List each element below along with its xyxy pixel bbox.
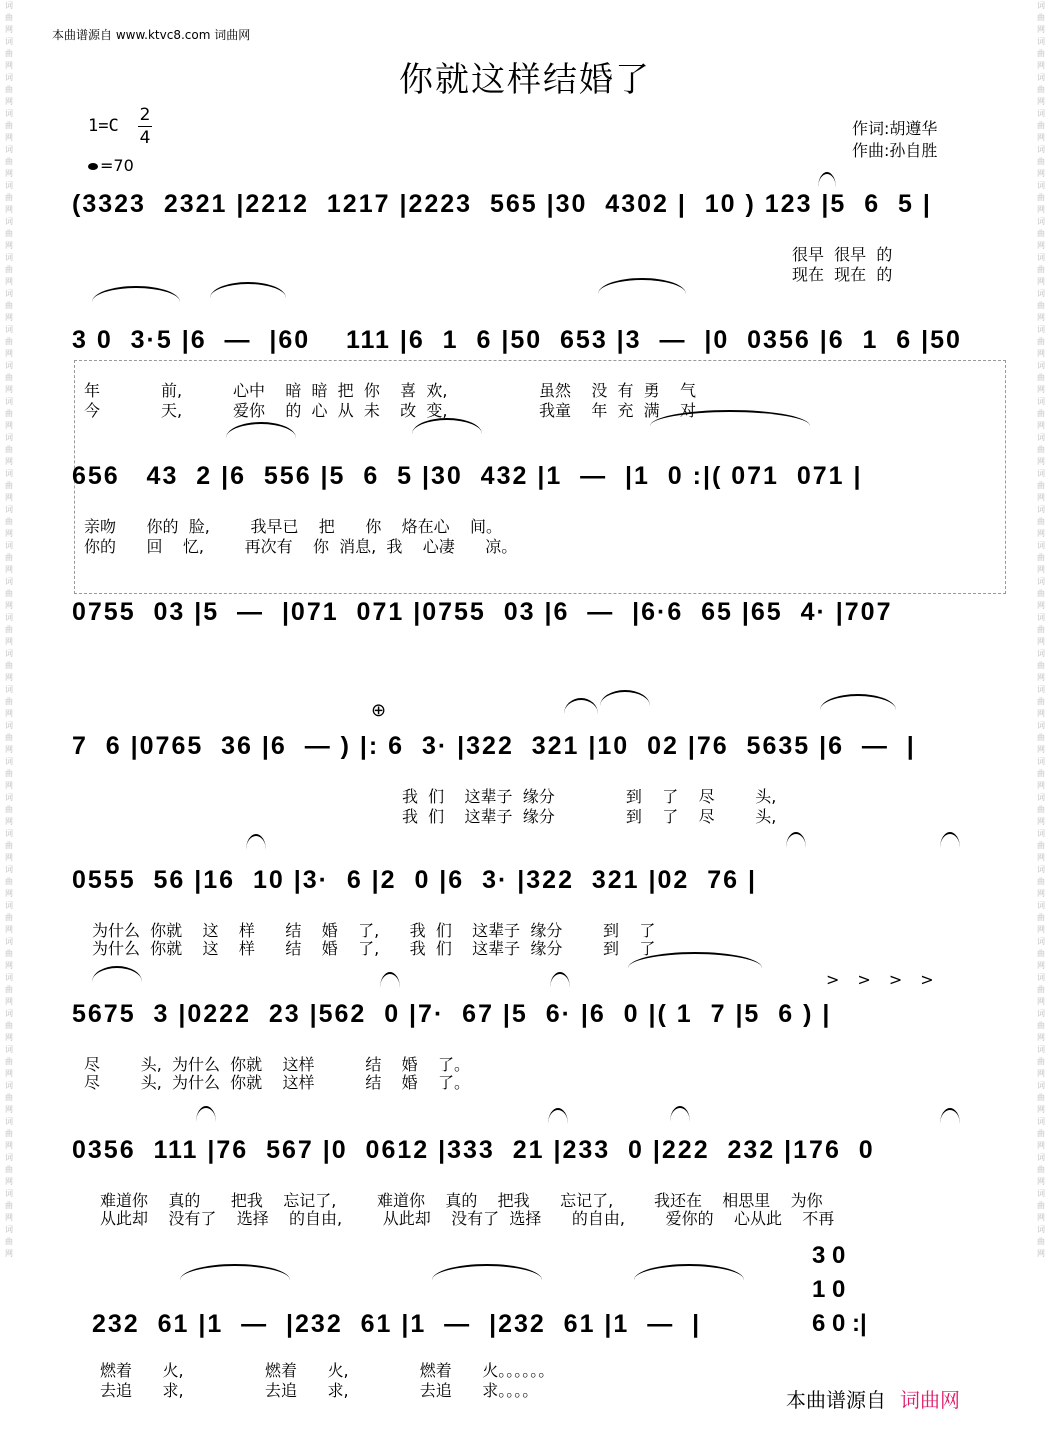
notation-line-4: 0755 03 |5 — |071 071 |0755 03 |6 — |6·6 65 |65 4· |707 xyxy=(72,598,893,626)
slur xyxy=(564,698,598,714)
time-bottom: 4 xyxy=(139,128,151,148)
lyric-8a: 难道你 真的 把我 忘记了, 难道你 真的 把我 忘记了, 我还在 相思里 为你 xyxy=(100,1191,823,1210)
slur xyxy=(670,1106,690,1122)
slur xyxy=(598,278,686,294)
lyric-5b: 我 们 这辈子 缘分 到 了 尽 头, xyxy=(402,807,777,826)
slur xyxy=(940,832,960,848)
lyric-6b: 为什么 你就 这 样 结 婚 了, 我 们 这辈子 缘分 到 了 xyxy=(92,939,656,958)
lyric-9b: 去追 求, 去追 求, 去追 求。。。。 xyxy=(100,1381,539,1400)
time-top: 2 xyxy=(139,105,151,125)
slur xyxy=(820,694,896,710)
key-signature: 1=C xyxy=(88,116,119,136)
song-title: 你就这样结婚了 xyxy=(399,60,651,100)
time-divider xyxy=(138,126,152,127)
slur xyxy=(196,1106,216,1122)
slur xyxy=(600,690,650,706)
slur xyxy=(180,1264,290,1280)
slur xyxy=(210,282,286,298)
composer: 作曲:孙自胜 xyxy=(852,141,938,160)
notation-line-8: 0356 111 |76 567 |0 0612 |333 21 |233 0 |222 232 |176 0 xyxy=(72,1136,875,1164)
chord-bottom: 6 0 :| xyxy=(812,1310,867,1337)
lyric-2a: 年 前, 心中 暗 暗 把 你 喜 欢, 虽然 没 有 勇 气 xyxy=(84,381,697,400)
lyric-5a: 我 们 这辈子 缘分 到 了 尽 头, xyxy=(402,787,777,806)
footer-site[interactable]: 词曲网 xyxy=(900,1388,960,1412)
slur xyxy=(92,286,180,302)
slur xyxy=(432,1264,542,1280)
notation-line-9: 232 61 |1 — |232 61 |1 — |232 61 |1 — | xyxy=(92,1310,702,1338)
source-header: 本曲谱源自 www.ktvc8.com 词曲网 xyxy=(52,28,251,42)
slur xyxy=(786,832,806,848)
lyric-3a: 亲吻 你的 脸, 我早已 把 你 烙在心 间。 xyxy=(84,517,503,536)
lyricist: 作词:胡遵华 xyxy=(852,119,938,138)
notation-line-3: 656 43 2 |6 556 |5 6 5 |30 432 |1 — |1 0 :|( 071 071 | xyxy=(72,462,863,490)
slur xyxy=(380,972,400,988)
lyric-1b: 现在 现在 的 xyxy=(792,265,893,284)
lyric-8b: 从此却 没有了 选择 的自由, 从此却 没有了 选择 的自由, 爱你的 心从此 不再 xyxy=(100,1209,835,1228)
tempo-value: =70 xyxy=(100,156,134,175)
notation-line-2: 3 0 3·5 |6 — |60 111 |6 1 6 |50 653 |3 — |0 0356 |6 1 6 |50 xyxy=(72,326,962,354)
lyric-1a: 很早 很早 的 xyxy=(792,245,893,264)
notation-line-7: 5675 3 |0222 23 |562 0 |7· 67 |5 6· |6 0 |( 1 7 |5 6 ) | xyxy=(72,1000,832,1028)
lyric-9a: 燃着 火, 燃着 火, 燃着 火。。。。。。 xyxy=(100,1361,555,1380)
lyric-2b: 今 天, 爱你 的 心 从 未 改 变, 我童 年 充 满 对 xyxy=(84,401,697,420)
accent-marks: >>>> xyxy=(826,970,952,989)
slur xyxy=(818,172,836,188)
lyric-6a: 为什么 你就 这 样 结 婚 了, 我 们 这辈子 缘分 到 了 xyxy=(92,921,656,940)
footer xyxy=(786,1384,960,1413)
notation-line-1: (3323 2321 |2212 1217 |2223 565 |30 4302 | 10 ) 123 |5 6 5 | xyxy=(72,190,932,218)
slur xyxy=(550,972,570,988)
slur xyxy=(548,1108,568,1124)
slur xyxy=(92,966,142,982)
tempo-marking xyxy=(88,156,134,175)
slur xyxy=(634,1264,744,1280)
lyric-7b: 尽 头, 为什么 你就 这样 结 婚 了。 xyxy=(84,1073,471,1092)
notation-line-6: 0555 56 |16 10 |3· 6 |2 0 |6 3· |322 321 |02 76 | xyxy=(72,866,757,894)
slur xyxy=(246,834,266,850)
time-signature xyxy=(138,105,152,148)
quarter-note-icon xyxy=(88,163,98,170)
chord-mid: 1 0 xyxy=(812,1276,846,1303)
lyric-7a: 尽 头, 为什么 你就 这样 结 婚 了。 xyxy=(84,1055,471,1074)
lyric-3b: 你的 回 忆, 再次有 你 消息, 我 心凄 凉。 xyxy=(84,537,518,556)
left-watermark: 词曲网词曲网词曲网词曲网词曲网词曲网词曲网词曲网词曲网词曲网词曲网词曲网词曲网词曲网词曲网词曲网词曲网词曲网词曲网词曲网词曲网词曲网词曲网词曲网词曲网词曲网词曲网词曲网词曲网词曲网词曲网词曲网词曲网词曲网词曲网 xyxy=(5,1,13,1258)
footer-text: 本曲谱源自 xyxy=(786,1388,886,1412)
credits xyxy=(852,118,937,162)
right-watermark: 词曲网词曲网词曲网词曲网词曲网词曲网词曲网词曲网词曲网词曲网词曲网词曲网词曲网词曲网词曲网词曲网词曲网词曲网词曲网词曲网词曲网词曲网词曲网词曲网词曲网词曲网词曲网词曲网词曲网词曲网词曲网词曲网词曲网词曲网词曲网 xyxy=(1037,1,1045,1258)
notation-line-5: 7 6 |0765 36 |6 — ) |: 6 3· |322 321 |10 02 |76 5635 |6 — | xyxy=(72,732,916,760)
chord-top: 3 0 xyxy=(812,1242,846,1269)
slur xyxy=(940,1108,960,1124)
coda-sign-icon: ⊕ xyxy=(371,700,387,721)
